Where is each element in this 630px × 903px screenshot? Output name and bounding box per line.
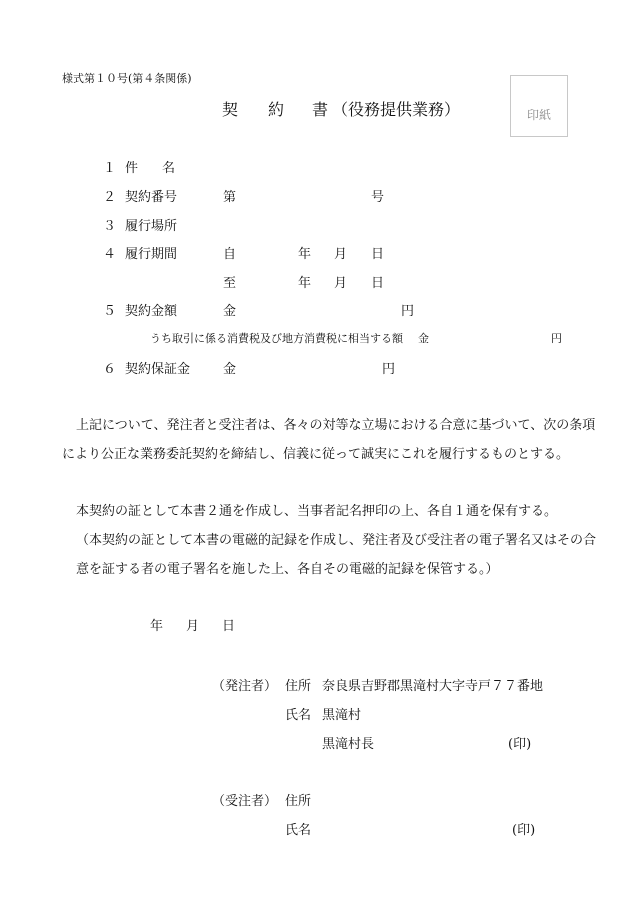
orderer-title: 黒滝村長 <box>322 737 375 752</box>
period-to-label: 至 <box>223 276 237 291</box>
period-to-month: 月 <box>334 276 348 291</box>
tax-amount-suffix: 円 <box>551 332 562 345</box>
item-label: 件 <box>125 161 139 176</box>
item-number: ４ <box>103 247 117 262</box>
contractor-name-label: 氏名 <box>285 823 312 838</box>
item-label: 契約保証金 <box>125 362 191 377</box>
orderer-name-label: 氏名 <box>285 708 312 723</box>
contract-amount-prefix: 金 <box>223 304 237 319</box>
orderer-role: （発注者） <box>212 679 278 694</box>
date-day-label: 日 <box>222 619 236 634</box>
tax-amount-label: うち取引に係る消費税及び地方消費税に相当する額 <box>150 332 403 345</box>
electronic-paragraph-line-1: （本契約の証として本書の電磁的記録を作成し、発注者及び受注者の電子署名又はその合 <box>76 533 597 548</box>
period-from-day: 日 <box>371 247 385 262</box>
period-from-month: 月 <box>334 247 348 262</box>
date-month-label: 月 <box>186 619 200 634</box>
contractor-role: （受注者） <box>212 794 278 809</box>
guarantee-amount-prefix: 金 <box>223 362 237 377</box>
item-number: ２ <box>103 190 117 205</box>
form-number: 様式第１０号(第４条関係) <box>62 72 192 85</box>
contractor-seal-mark: (印) <box>512 823 536 838</box>
title-subtitle: （役務提供業務） <box>332 100 461 119</box>
item-number: ３ <box>103 219 117 234</box>
orderer-name: 黒滝村 <box>322 708 362 723</box>
orderer-address-label: 住所 <box>285 679 312 694</box>
contractor-address-label: 住所 <box>285 794 312 809</box>
title-char-3: 書 <box>312 100 329 119</box>
item-label: 契約番号 <box>125 190 178 205</box>
revenue-stamp-box <box>510 75 568 137</box>
period-to-day: 日 <box>371 276 385 291</box>
orderer-address: 奈良県吉野郡黒滝村大字寺戸７７番地 <box>322 679 544 694</box>
contract-number-prefix: 第 <box>223 190 237 205</box>
copies-paragraph: 本契約の証として本書２通を作成し、当事者記名押印の上、各自１通を保有する。 <box>76 504 558 519</box>
period-to-year: 年 <box>298 276 312 291</box>
agreement-paragraph-line-2: により公正な業務委託契約を締結し、信義に従って誠実にこれを履行するものとする。 <box>62 447 570 462</box>
title-char-1: 契 <box>222 100 239 119</box>
item-label: 契約金額 <box>125 304 178 319</box>
contract-amount-suffix: 円 <box>401 304 415 319</box>
period-from-label: 自 <box>223 247 237 262</box>
guarantee-amount-suffix: 円 <box>382 362 396 377</box>
item-number: １ <box>103 161 117 176</box>
tax-amount-prefix: 金 <box>418 332 429 345</box>
agreement-paragraph-line-1: 上記について、発注者と受注者は、各々の対等な立場における合意に基づいて、次の条項 <box>76 418 596 433</box>
electronic-paragraph-line-2: 意を証する者の電子署名を施した上、各自その電磁的記録を保管する。） <box>76 562 499 577</box>
orderer-seal-mark: (印) <box>508 737 532 752</box>
item-label: 履行期間 <box>125 247 178 262</box>
item-label: 履行場所 <box>125 219 178 234</box>
date-year-label: 年 <box>150 619 164 634</box>
title-char-2: 約 <box>268 100 285 119</box>
period-from-year: 年 <box>298 247 312 262</box>
item-label: 名 <box>162 161 176 176</box>
contract-number-suffix: 号 <box>371 190 385 205</box>
item-number: ５ <box>103 304 117 319</box>
revenue-stamp-label: 印紙 <box>526 108 551 122</box>
item-number: ６ <box>103 362 117 377</box>
